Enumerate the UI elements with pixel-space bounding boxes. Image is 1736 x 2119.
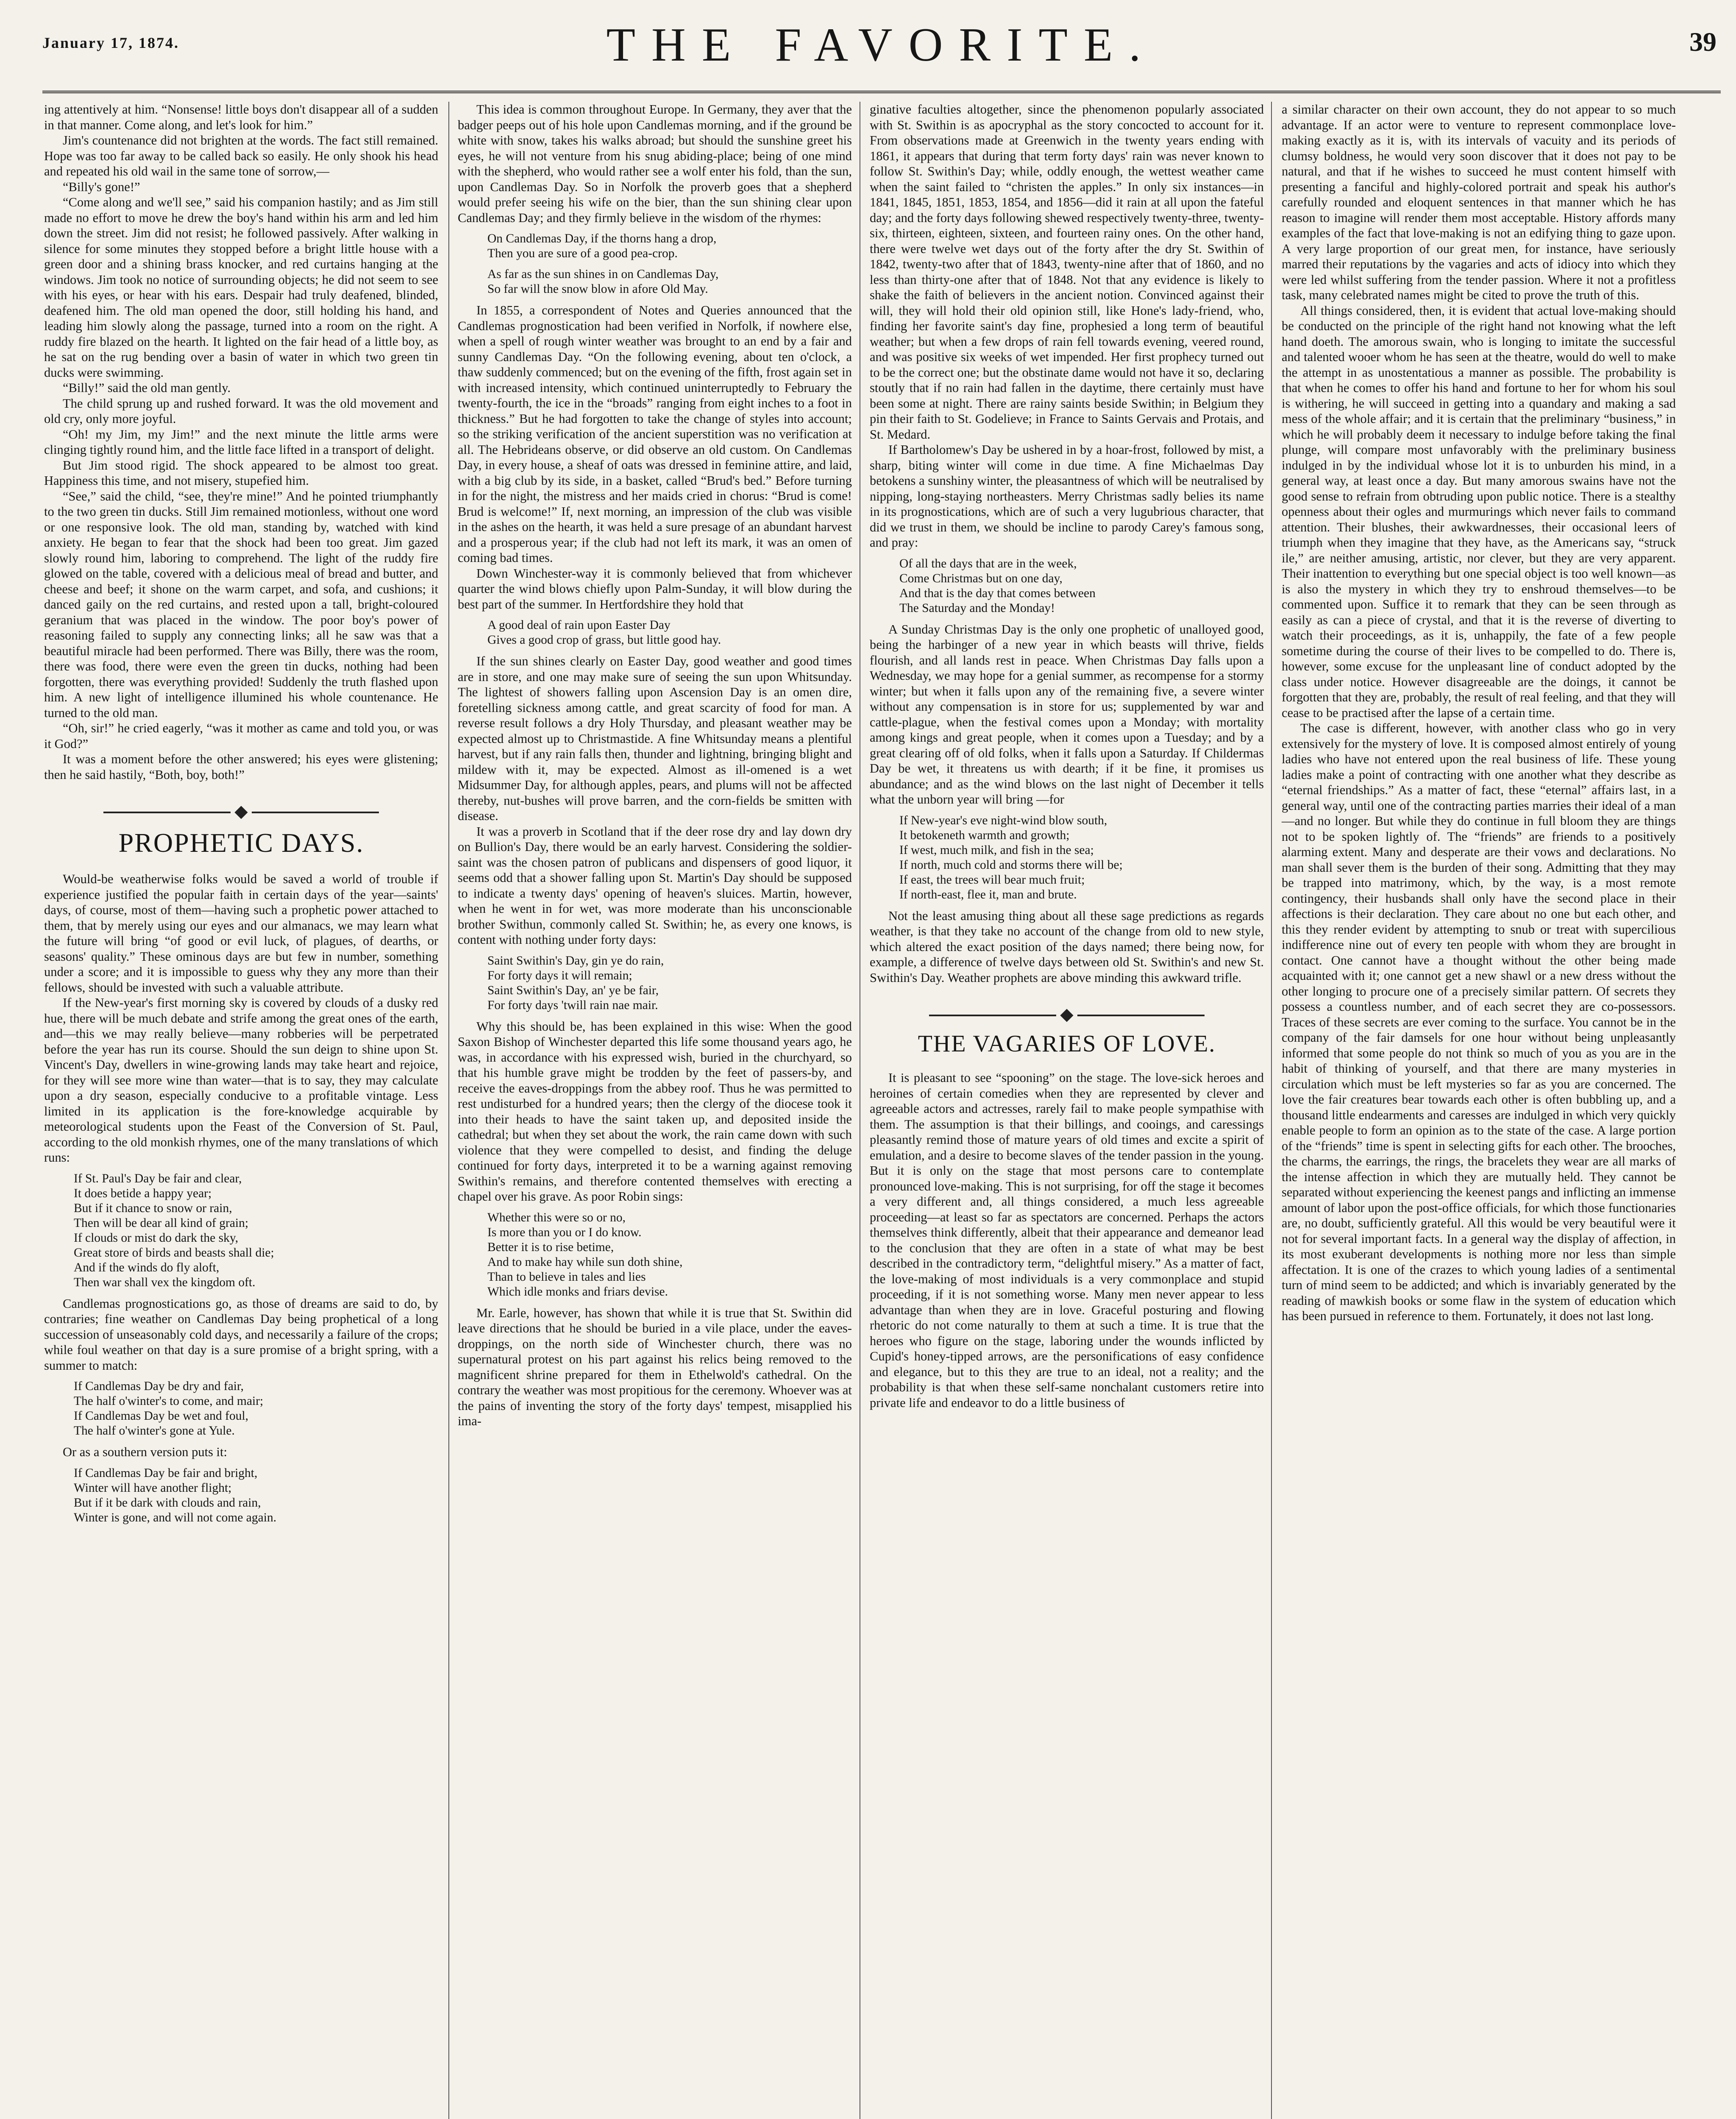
article-paragraph: Down Winchester-way it is commonly believed that from whichever quarter the wind blows chiefly upon Palm-Sunday, it will blow during the best part of the summer. In Hertfordshire they hold that [458,566,852,612]
story-paragraph: “Billy!” said the old man gently. [63,381,231,395]
verse-line: Better it is to rise betime, [487,1240,614,1254]
verse-line: Which idle monks and friars devise. [487,1285,668,1299]
story-paragraph: “Come along and we'll see,” said his companion hastily; and as Jim still made no effort to move he drew the boy's hand within his arm and led him down the street. Jim did not resist; he followed passively. After walking in silence for some minutes they stopped before a bright little house with a green door and a shining brass knocker, and red curtains hanging at the windows. Jim took no notice of surrounding objects; he did not seem to see with his eyes, or hear with his ears. Despair had truly deafened, blinded, deafened him. The old man opened the door, still holding his hand, and leading him slowly along the passage, turned into a room on the right. A ruddy fire blazed on the hearth. It lighted on the fair head of a little boy, as he sat on the rug bending over a basin of water in which two green tin ducks were swimming. [44,195,438,380]
verse-line: It does betide a happy year; [74,1186,212,1200]
verse-line: For forty days it will remain; [487,968,632,982]
verse-line: If Candlemas Day be wet and foul, [74,1409,249,1423]
article-paragraph: If the sun shines clearly on Easter Day, good weather and good times are in store, and one may make sure of seeing the sun upon Whitsunday. The lightest of showers falling upon Ascension Day is an omen dire, foretelling sickness among cattle, and great scarcity of food for man. A reverse result follows a dry Holy Thursday, and pleasant weather may be expected almost up to Christmastide. A fine Whitsunday means a plentiful harvest, but if any rain falls then, thunder and lightning, bringing blight and mildew with it, may be expected. Almost as ill-omened is a wet Midsummer Day, for although apples, pears, and plums will not be affected thereby, nut-bushes will prove barren, and the corn-fields be smitten with disease. [458,654,852,823]
article-heading-prophetic-days: PROPHETIC DAYS. [118,828,364,858]
verse-line: If New-year's eve night-wind blow south, [899,813,1107,827]
article-paragraph: All things considered, then, it is evident that actual love-making should be conducted on the principle of the right hand not knowing what the left hand doeth. The amorous swain, who is longing to imitate the successful and talented wooer whom he has seen at the theatre, would do well to make the attempt in as unostentatious a manner as possible. The probability is that when he comes to offer his hand and fortune to her for whom his soul is withering, he will succeed in getting into a quandary and making a sad mess of the whole affair; and it is certain that the preliminary “business,” in which he will probably deem it necessary to indulge before taking the final plunge, will compare most unfavorably with the preliminary business indulged in by the individual whose lot it is to unburden his mind, in a general way, at least once a day. But many amorous swains have not the good sense to refrain from obtruding upon public notice. There is a stealthy openness about their ogles and murmurings which never fails to command attention. Their blushes, their awkwardnesses, their occasional leers of triumph when they imagine that they have, as the Americans say, “struck ile,” are neither amusing, artistic, nor clever, but they are very apparent. Their inattention to everything but one special object is too well known—as is also the mystery in which they try to enshroud themselves—to be commented upon. Suffice it to remark that they can be seen through as easily as can a piece of crystal, and that it is the reverse of diverting to watch their proceedings, as it is, unhappily, the fate of a few people sometime during the course of their lives to be compelled to do. There is, however, some excuse for the unpleasant line of conduct adopted by the class under notice. However disagreeable are the doings, it cannot be forgotten that they are, probably, the result of real feeling, and that they will cease to be practised after the lapse of a certain time. [1282,303,1676,720]
verse-line: And if the winds do fly aloft, [74,1260,220,1274]
column-4 [1282,102,1676,1324]
verse-st-paul [74,1171,438,1290]
verse-line: Then war shall vex the kingdom oft. [74,1275,256,1289]
story-paragraph: It was a moment before the other answered; his eyes were glistening; then he said hastily, “Both, boy, both!” [44,752,438,782]
verse-southern [74,1466,438,1525]
verse-line: If west, much milk, and fish in the sea; [899,843,1094,857]
column-divider [1271,102,1272,2119]
verse [487,267,852,297]
column-divider [448,102,449,2119]
section-ornament [870,1011,1264,1020]
story-paragraph: “Oh! my Jim, my Jim!” and the next minute the little arms were clinging tightly round him, and the little face lifted in a transport of delight. [44,427,438,457]
page-number: 39 [1689,27,1717,57]
verse-line: The Saturday and the Monday! [899,601,1055,615]
verse-candlemas [74,1379,438,1438]
issue-date: January 17, 1874. [42,34,180,51]
verse-line: If Candlemas Day be fair and bright, [74,1466,258,1480]
article-paragraph: In 1855, a correspondent of Notes and Queries announced that the Candlemas prognostication had been verified in Norfolk, if nowhere else, when a spell of rough winter weather was brought to an end by a fair and sunny Candlemas Day. “On the following evening, about ten o'clock, a thaw suddenly commenced; but on the evening of the fifth, frost again set in with increased intensity, which continued uninterruptedly to February the twenty-fourth, the ice in the “broads” ranging from eight inches to a foot in thickness.” But he had forgotten to take the change of styles into account; so the striking verification of the ancient superstition was no verification at all. The Hebrideans observe, or did observe an old custom. On Candlemas Day, in every house, a sheaf of oats was dressed in feminine attire, and laid, with a big club by its side, in a basket, called “Brud's bed.” Before turning in for the night, the mistress and her maids cried in chorus: “Brud is come! Brud is welcome!” If, next morning, an impression of the club was visible in the ashes on the hearth, it was held a sure presage of an abundant harvest and a prosperous year; if the club had not left its mark, it was an omen of coming bad times. [458,303,852,565]
verse-line: Winter is gone, and will not come again. [74,1510,277,1524]
column-1 [44,102,438,1531]
verse-poor-robin [487,1210,852,1299]
article-paragraph: a similar character on their own account, they do not appear to so much advantage. If an actor were to venture to represent commonplace love-making exactly as it is, with its intervals of vacuity and its periods of clumsy boldness, he would very soon discover that it does not pay to be natural, and that if he wishes to succeed he must content himself with presenting a fanciful and highly-colored portrait and speak his author's carefully rounded and eloquent sentences in that manner which he has reason to imagine will render them most acceptable. History affords many examples of the fact that love-making is not an edifying thing to gaze upon. A very large proportion of our great men, for instance, have seriously marred their reputations by the vagaries and acts of idiocy into which they were led whilst suffering from the tender passion. Where it not a profitless task, many celebrated names might be cited to prove the truth of this. [1282,102,1676,302]
verse-line: Gives a good crop of grass, but little good hay. [487,633,721,647]
verse-line: The half o'winter's to come, and mair; [74,1394,264,1408]
verse-line: For forty days 'twill rain nae mair. [487,998,658,1012]
article-paragraph: Why this should be, has been explained in this wise: When the good Saxon Bishop of Winchester departed this life some thousand years ago, he was, in accordance with his expressed wish, buried in the churchyard, so that his humble grave might be trodden by the feet of passers-by, and receive the eaves-droppings from the abbey roof. Thus he was permitted to rest undisturbed for a hundred years; then the clergy of the diocese took it into their heads to have the saint taken up, and deposited inside the cathedral; but when they set about the work, the rain came down with such violence that they were compelled to desist, and finding the deluge continued for forty days, interpreted it to be a warning against removing Swithin's remains, and therefore contented themselves with erecting a chapel over his grave. As poor Robin sings: [458,1019,852,1204]
verse-line: Whether this were so or no, [487,1210,626,1224]
newspaper-title: THE FAVORITE. [606,19,1157,71]
story-paragraph: “See,” said the child, “see, they're mine!” And he pointed triumphantly to the two green tin ducks. Still Jim remained motionless, without one word or one responsive look. The old man, standing by, watched with kind anxiety. He began to fear that the shock had been too great. Jim gazed slowly round him, laboring to comprehend. The light of the ruddy fire glowed on the table, covered with a delicious meal of bread and butter, and cheese and beef; it shone on the warm carpet, and sofa, and cushions; it danced gaily on the red curtains, and rested upon a tall, bright-coloured geranium that was placed in the window. The poor boy's power of reasoning failed to supply any connecting links; all he saw was that a beautiful miracle had been performed. There was Billy, there was the room, there was food, there were even the green tin ducks, nothing had been forgotten, there was everything provided! Suddenly the truth flashed upon him. A new light of intelligence illumined his whole countenance. He turned to the old man. [44,489,438,720]
verse-line: If north, much cold and storms there will be; [899,858,1123,872]
header-rule [42,91,1721,93]
article-paragraph: If Bartholomew's Day be ushered in by a hoar-frost, followed by mist, a sharp, biting winter will come in due time. A fine Michaelmas Day betokens a sunshiny winter, the pleasantness of which will be neutralised by nipping, long-staying northeasters. Merry Christmas sadly belies its name in its prognostications, which are of such a very lugubrious character, that did we trust in them, we should be incline to parody Carey's famous song, and pray: [870,442,1264,550]
verse-line: Of all the days that are in the week, [899,556,1077,570]
story-paragraph: Jim's countenance did not brighten at the words. The fact still remained. Hope was too far away to be called back so easily. He only shook his head and repeated his old wail in the same tone of sorrow,— [44,133,438,178]
verse-st-swithin [487,954,852,1013]
story-paragraph: But Jim stood rigid. The shock appeared to be almost too great. Happiness this time, and not misery, stupefied him. [44,458,438,488]
verse-line: But if it be dark with clouds and rain, [74,1496,261,1510]
verse-line: On Candlemas Day, if the thorns hang a drop, [487,232,717,245]
article-paragraph: It was a proverb in Scotland that if the deer rose dry and lay down dry on Bullion's Day, there would be an early harvest. Considering the soldier-saint was the chosen patron of publicans and dispensers of good liquor, it seems odd that a shower falling upon St. Martin's Day should be supposed to indicate a twenty days' opening of heaven's sluices. Martin, however, when he went in for wet, was more moderate than his unconscionable brother Swithun, commonly called St. Swithin; he, as every one knows, is content with nothing under forty days: [458,824,852,947]
verse-line: It betokeneth warmth and growth; [899,828,1070,842]
verse-line: As far as the sun shines in on Candlemas Day, [487,267,719,281]
verse-line: If clouds or mist do dark the sky, [74,1231,239,1245]
story-paragraph: “Oh, sir!” he cried eagerly, “was it mother as came and told you, or was it God?” [44,721,438,751]
article-paragraph: Mr. Earle, however, has shown that while it is true that St. Swithin did leave directions that he should be buried in a vile place, under the eaves-droppings, on the north side of Winchester church, there was no supernatural protest on his part against his relics being removed to the magnificent shrine prepared for them in Ethelwold's cathedral. On the contrary the weather was most propitious for the ceremony. Whoever was at the pains of inventing the story of the forty days' tempest, misapplied his ima- [458,1305,852,1428]
verse-line: The half o'winter's gone at Yule. [74,1424,235,1438]
masthead [42,8,1721,71]
verse-line: If St. Paul's Day be fair and clear, [74,1171,242,1185]
verse-christmas [899,556,1264,616]
verse-line: A good deal of rain upon Easter Day [487,618,670,632]
verse-line: But if it chance to snow or rain, [74,1201,232,1215]
verse [487,231,852,261]
verse-line: And that is the day that comes between [899,586,1096,600]
verse-line: Come Christmas but on one day, [899,571,1063,585]
article-heading-vagaries-of-love: THE VAGARIES OF LOVE. [918,1031,1216,1057]
article-paragraph: Would-be weatherwise folks would be saved a world of trouble if experience justified the popular faith in certain days of the year—saints' days, of course, most of them—having such a prophetic power attached to them, that by merely using our eyes and our almanacs, we may learn what the future will bring “of good or evil luck, of plagues, of dearths, or seasons' quality.” These ominous days are but few in number, something under a score; and it is impossible to guess why they any more than their fellows, should be invested with such a valuable attribute. [44,872,438,995]
article-paragraph: It is pleasant to see “spooning” on the stage. The love-sick heroes and heroines of certain comedies when they are represented by clever and agreeable actors and actresses, rarely fail to make people sympathise with them. The assumption is that their billings, and cooings, and caressings pleasantly remind those of mature years of old times and excite a spirit of emulation, and a desire to become slaves of the tender passion in the young. But it is only on the stage that most persons care to contemplate pronounced love-making. This is not surprising, for off the stage it becomes a very different and, all things considered, a much less agreeable proceeding—at least so far as spectators are concerned. Perhaps the actors themselves think differently, albeit that their appearance and demeanor lead to the conclusion that they are often in a state of what may be best described in the contradictory term, “delightful misery.” As a matter of fact, the love-making of most individuals is a very commonplace and stupid proceeding, if it is not something worse. Many men never appear to less advantage than when they are in love. Graceful posturing and flowing rhetoric do not come naturally to them at such a time. It is true that the heroes who figure on the stage, laboring under the wounds inflicted by Cupid's honey-tipped arrows, are the personifications of easy confidence and elegance, but to this they are true to an ideal, not a reality; and the probability is that when these self-same nonchalant customers retire into private life and endeavor to do a little business of [870,1071,1264,1410]
verse-line: Is more than you or I do know. [487,1225,642,1239]
story-paragraph: “Billy's gone!” [63,179,140,194]
article-paragraph: This idea is common throughout Europe. In Germany, they aver that the badger peeps out of his hole upon Candlemas morning, and if the ground be white with snow, takes his walks abroad; but should the sunshine greet his eyes, he will not venture from his snug abiding-place; being of one mind with the shepherd, who would rather see a wolf enter his fold, than the sun, upon Candlemas Day. So in Norfolk the proverb goes that a shepherd would prefer seeing his wife on the bier, than the sun shining clear upon Candlemas Day; and they firmly believe in the wisdom of the rhymes: [458,102,852,225]
verse-line: If east, the trees will bear much fruit; [899,873,1085,887]
verse-new-year [899,813,1264,902]
verse-line: Saint Swithin's Day, gin ye do rain, [487,954,664,968]
verse-line: Then you are sure of a good pea-crop. [487,247,678,260]
article-paragraph: The case is different, however, with another class who go in very extensively for the mystery of love. It is composed almost entirely of young ladies who have not entered upon the real business of life. These young ladies make a point of contracting with one another what they describe as “eternal friendships.” As a matter of fact, these “eternal” affairs last, in a general way, until one of the contracting parties marries their ideal of a man—and no longer. But while they do continue in full bloom they are things not to be spoken lightly of. The “friends” are friends to a positively alarming extent. Many and desperate are their vows and declarations. No man shall sever them is the burden of their song. Admitting that they may be trapped into matrimony, which, by the way, is a most remote contingency, their husbands shall only have the second place in their affections is their declaration. They care about no one but each other, and this they render evident by attempting to snub or treat with supercilious indifference nine out of every ten people with whom they are brought in contact. One cannot have a thought without the other being made acquainted with it; one cannot get a new shawl or a new dress without the other longing to procure one of a precisely similar pattern. Of secrets they possess a countless number, and of each secret they are co-possessors. Traces of these secrets are ever coming to the surface. You cannot be in the company of the fair damsels for one hour without being unpleasantly informed that some people do not think so much of you as you are in the habit of thinking of yourself, and that there are many mysteries in circulation which must be left mysteries so far as you are concerned. The love the fair creatures bear towards each other is often bubbling up, and a thousand little endearments and caresses are indulged in which very quickly enable people to form an opinion as to the state of the case. A large portion of the “friends” time is spent in selecting gifts for each other. The brooches, the charms, the earrings, the rings, the bracelets they wear are all marks of the intense affection in which they are mutually held. They cannot be separated without experiencing the keenest pangs and inflicting an immense amount of labor upon the post-office officials, for which those functionaries are, no doubt, sufficiently grateful. All this would be very beautiful were it not for several important facts. In a general way the display of affection, in its most exuberant developments is nothing more nor less than simple affectation. It is one of the crazes to which young ladies of a sentimental turn of mind seem to be addicted; and which is invariably generated by the reading of mawkish books or some flaw in the system of education which has been pursued in reference to them. Fortunately, it does not last long. [1282,721,1676,1323]
column-3 [870,102,1264,1410]
column-2 [458,102,852,1429]
article-paragraph: Not the least amusing thing about all these sage predictions as regards weather, is that they take no account of the change from old to new style, which altered the exact position of the days named; there being now, for example, a difference of twelve days between old St. Swithin's and new St. Swithin's Day. Weather prophets are above minding this awkward trifle. [870,908,1264,985]
verse-line: Then will be dear all kind of grain; [74,1216,249,1230]
verse [487,618,852,648]
verse-line: If Candlemas Day be dry and fair, [74,1379,244,1393]
verse-line: Winter will have another flight; [74,1481,232,1495]
article-paragraph: ginative faculties altogether, since the phenomenon popularly associated with St. Swithin is as apocryphal as the story concocted to account for it. From observations made at Greenwich in the twenty years ending with 1861, it appears that during that term forty days' rain was never known to follow St. Swithin's Day; while, oddly enough, the wettest weather came when the saint failed to “christen the apples.” In only six instances—in 1841, 1845, 1851, 1853, 1854, and 1856—did it rain at all upon the fateful day; and the forty days following shewed respectively twenty-three, twenty-six, thirteen, eighteen, sixteen, and fourteen rainy ones. On the other hand, there were twelve wet days out of the forty after the dry St. Swithin of 1842, twenty-two after that of 1843, twenty-nine after that of 1860, and no less than thirty-one after that of 1848. Not that any evidence is likely to shake the faith of believers in the ancient notion. Convinced against their will, they will hold their old opinion still, like Hone's lady-friend, who, finding her favorite saint's day fine, prophesied a long term of beautiful weather; but when a few drops of rain fell towards evening, veered round, and was positive six weeks of wet impended. Her first prophecy turned out to be the correct one; but the obstinate dame would not have it so, declaring stoutly that if no rain had fallen in the daytime, there certainly must have been some at night. There are rainy saints beside Swithin; in Belgium they pin their faith to St. Godelieve; in France to Saints Gervais and Protais, and St. Medard. [870,102,1264,442]
story-continuation [44,102,438,782]
verse-line: If north-east, flee it, man and brute. [899,887,1077,901]
article-paragraph: Or as a southern version puts it: [63,1445,227,1459]
article-paragraph: A Sunday Christmas Day is the only one prophetic of unalloyed good, being the harbinger of a new year in which beasts will thrive, fields flourish, and all lands rest in peace. When Christmas Day falls upon a Wednesday, we may hope for a genial summer, as recompense for a stormy winter; but when it falls upon any of the remaining five, a severe winter without any compensation is in store for us; supplemented by war and cattle-plague, when the festival comes upon a Monday; with mortality among kings and great people, when it comes upon a Tuesday; and by a great clearing off of old folks, when it falls upon a Saturday. If Childermas Day be wet, it threatens us with dearth; if it be fine, it promises us abundance; and as the wind blows on the last night of December it tells what the unborn year will bring —for [870,622,1264,806]
verse-line: Great store of birds and beasts shall die; [74,1246,274,1260]
article-paragraph: If the New-year's first morning sky is covered by clouds of a dusky red hue, there will be much debate and strife among the great ones of the earth, and—this we may really believe—many robberies will be perpetrated before the year has run its course. Should the sun deign to shine upon St. Vincent's Day, dwellers in wine-growing lands may take heart and rejoice, for they will see more wine than water—that is to say, they may calculate upon a dry season, especially conducive to a profitable vintage. Less limited in its application is the fore-knowledge acquirable by meteorological students upon the Feast of the Conversion of St. Paul, according to the old monkish rhymes, one of the many translations of which runs: [44,996,438,1165]
article-paragraph: Candlemas prognostications go, as those of dreams are said to do, by contraries; fine weather on Candlemas Day being prophetical of a long succession of unseasonably cold days, and necessarily a failure of the crops; while foul weather on that day is a sure promise of a bright spring, with a summer to match: [44,1296,438,1373]
verse-line: And to make hay while sun doth shine, [487,1255,683,1269]
story-paragraph: ing attentively at him. “Nonsense! little boys don't disappear all of a sudden in that manner. Come along, and let's look for him.” [44,102,438,132]
verse-line: Saint Swithin's Day, an' ye be fair, [487,983,659,997]
verse-line: Than to believe in tales and lies [487,1270,646,1284]
story-paragraph: The child sprung up and rushed forward. It was the old movement and old cry, only more joyful. [44,396,438,426]
verse-line: So far will the snow blow in afore Old May. [487,282,708,296]
section-ornament [44,808,438,817]
